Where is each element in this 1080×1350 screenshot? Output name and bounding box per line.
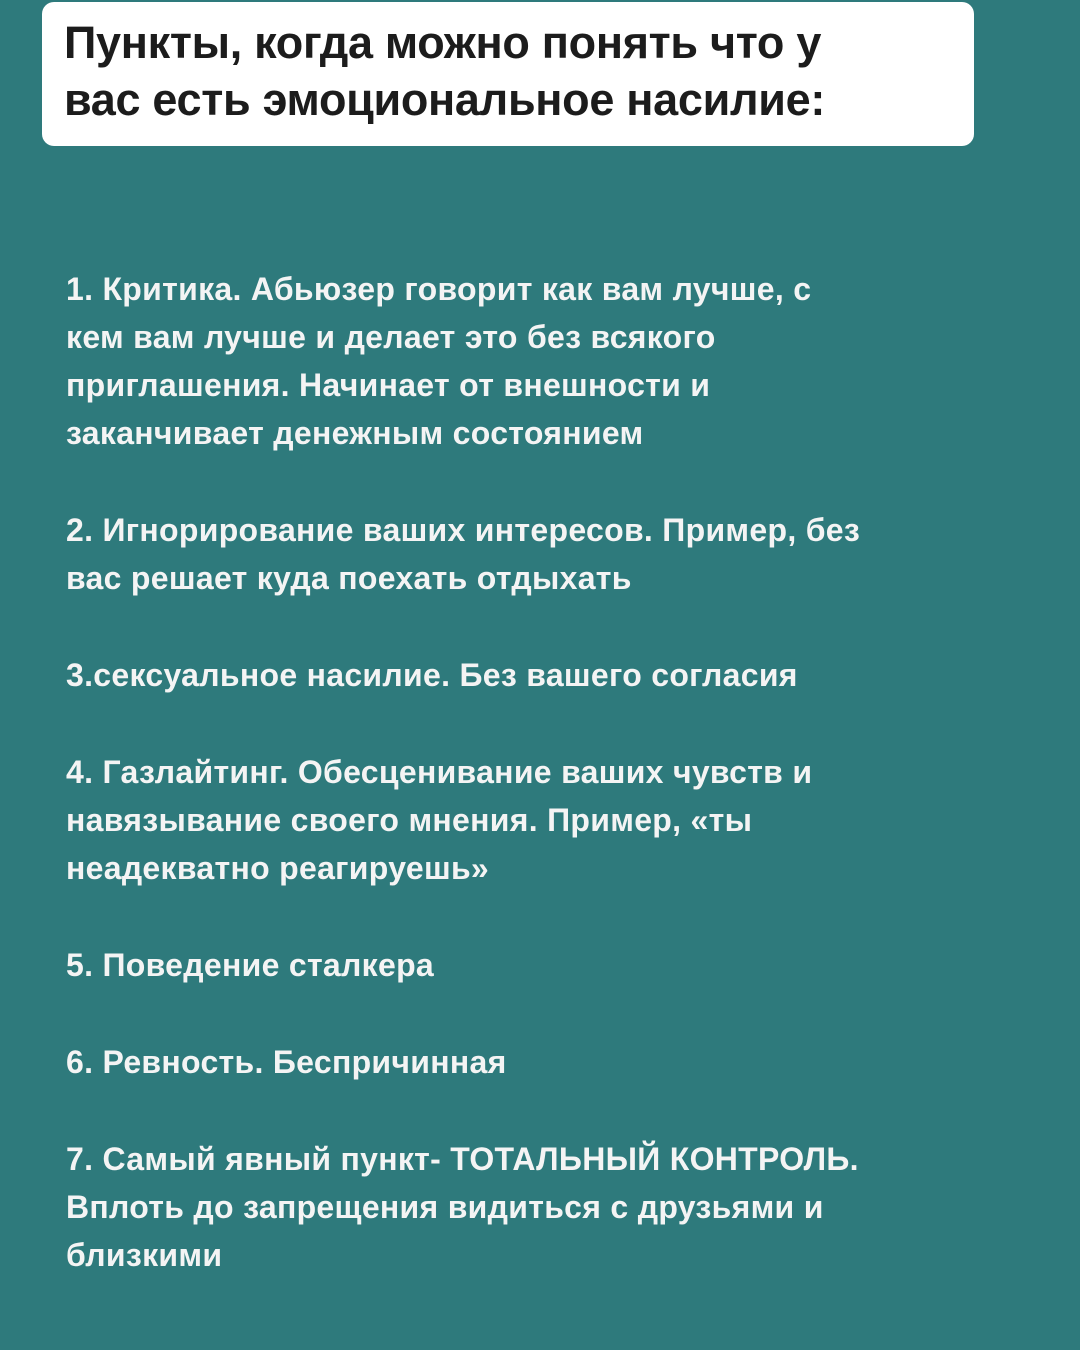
title-line-1: Пункты, когда можно понять что у	[64, 17, 822, 68]
point-3	[66, 651, 1046, 699]
point-4-line-1: 4. Газлайтинг. Обесценивание ваших чувств и	[66, 754, 813, 790]
point-2	[66, 506, 1046, 602]
point-6	[66, 1038, 1046, 1086]
point-7-line-3: близкими	[66, 1237, 223, 1273]
point-4-line-2: навязывание своего мнения. Пример, «ты	[66, 802, 753, 838]
point-1-line-1: 1. Критика. Абьюзер говорит как вам лучше, с	[66, 271, 812, 307]
point-7-line-1: 7. Самый явный пункт- ТОТАЛЬНЫЙ КОНТРОЛЬ.	[66, 1141, 859, 1177]
point-5-line-1: 5. Поведение сталкера	[66, 947, 435, 983]
point-6-line-1: 6. Ревность. Беспричинная	[66, 1044, 507, 1080]
point-1-line-4: заканчивает денежным состоянием	[66, 415, 644, 451]
point-1-line-3: приглашения. Начинает от внешности и	[66, 367, 711, 403]
point-7-line-2: Вплоть до запрещения видиться с друзьями и	[66, 1189, 824, 1225]
point-7	[66, 1135, 1046, 1279]
point-4-line-3: неадекватно реагируешь»	[66, 850, 490, 886]
point-2-line-2: вас решает куда поехать отдыхать	[66, 560, 632, 596]
point-1-line-2: кем вам лучше и делает это без всякого	[66, 319, 716, 355]
title-card	[42, 2, 974, 146]
point-4	[66, 748, 1046, 892]
point-3-line-1: 3.сексуальное насилие. Без вашего согласия	[66, 657, 798, 693]
title-line-2: вас есть эмоциональное насилие:	[64, 74, 826, 125]
point-2-line-1: 2. Игнорирование ваших интересов. Пример, без	[66, 512, 861, 548]
points-list	[66, 265, 1046, 1328]
point-5	[66, 941, 1046, 989]
point-1	[66, 265, 1046, 457]
